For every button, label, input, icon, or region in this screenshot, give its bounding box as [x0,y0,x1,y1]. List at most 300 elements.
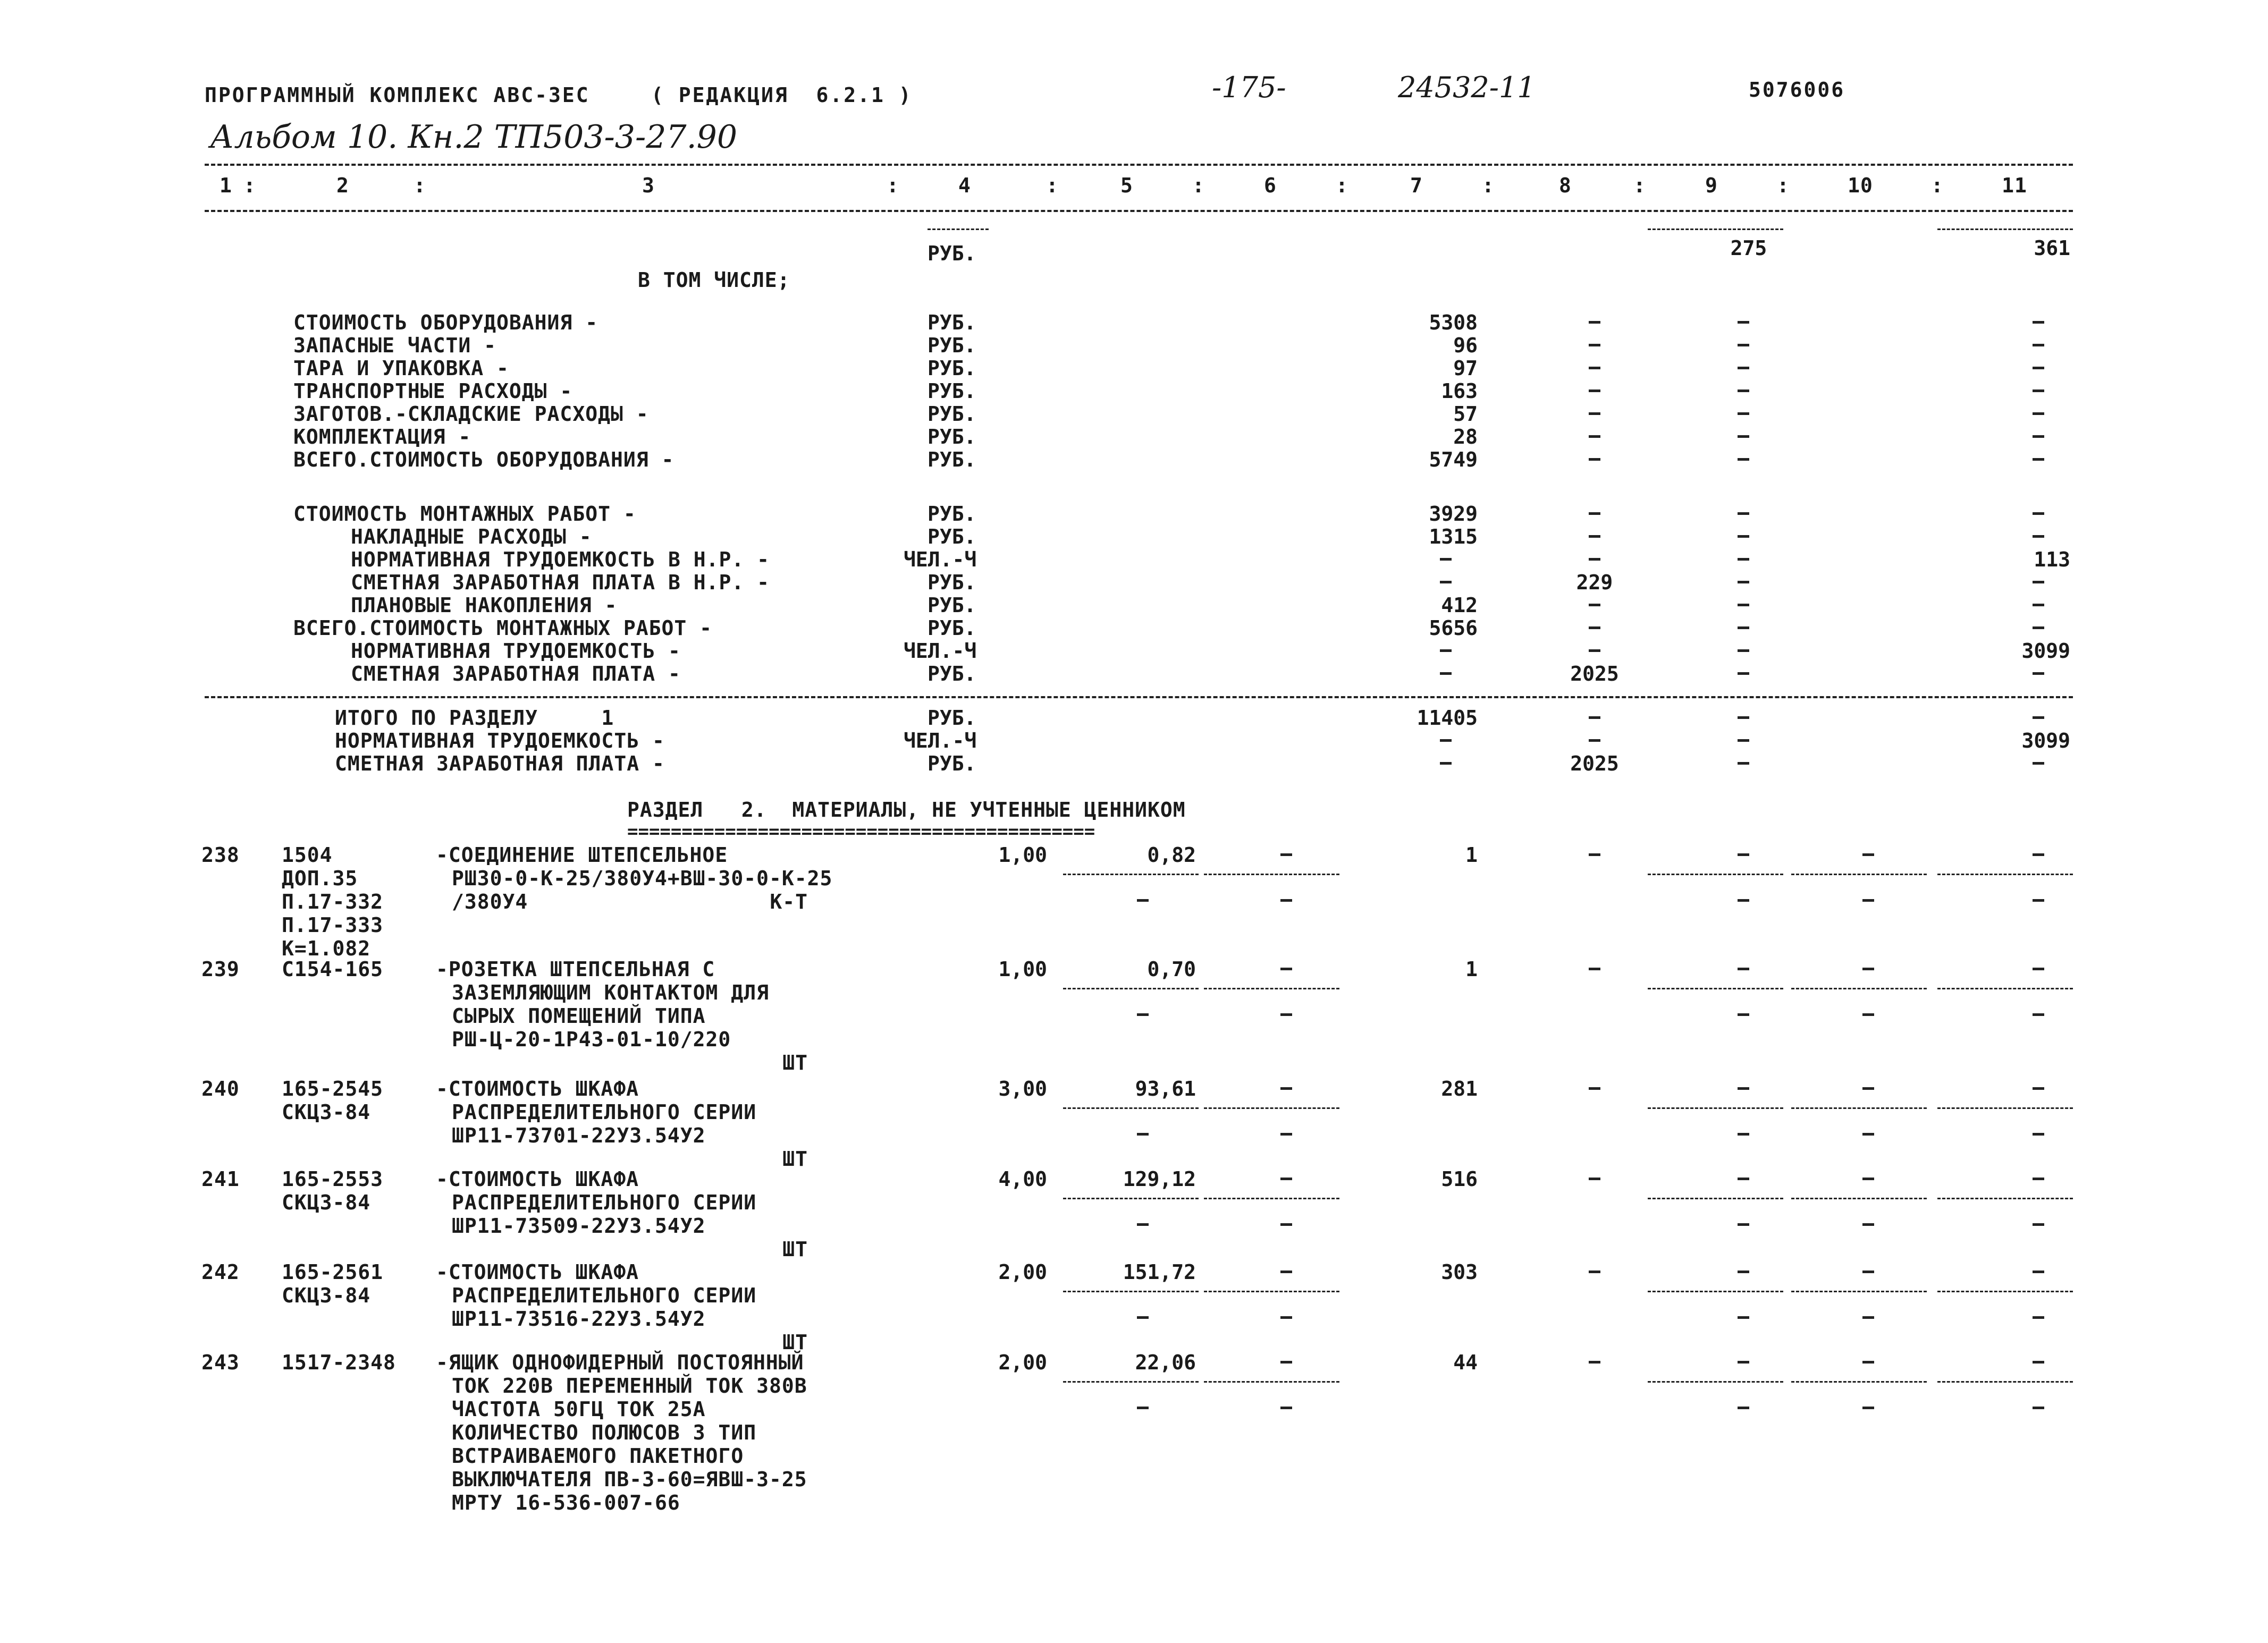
column-header-5: 5 [1120,174,1133,197]
item-c8-dash [1589,1271,1600,1273]
item-quantity: 2,00 [998,1260,1047,1284]
montage-c8-dash [1589,512,1600,515]
montage-c8-dash [1589,604,1600,606]
item-quantity: 3,00 [998,1077,1047,1100]
item-rule-c11 [1937,874,2073,875]
item-number: 242 [201,1260,240,1284]
item-description: -СТОИМОСТЬ ШКАФА [436,1260,639,1284]
item-c9-dash [1738,1178,1749,1180]
item-sub-c11-dash [2033,1223,2044,1226]
item-c8-dash [1589,853,1600,856]
montage-c9-dash [1738,535,1749,538]
montage-label: НОРМАТИВНАЯ ТРУДОЕМКОСТЬ - [351,639,681,663]
montage-label: СТОИМОСТЬ МОНТАЖНЫХ РАБОТ - [293,502,636,526]
item-number: 239 [201,958,240,981]
montage-label: СМЕТНАЯ ЗАРАБОТНАЯ ПЛАТА - [351,662,681,685]
montage-c8: 2025 [1570,662,1619,685]
item-rule-c5 [1063,1381,1199,1383]
item-sub-c9-dash [1738,899,1749,902]
equipment-c9-dash [1738,412,1749,415]
montage-c9-dash [1738,558,1749,561]
including-label: В ТОМ ЧИСЛЕ; [638,268,790,292]
item-price: 129,12 [1123,1167,1196,1191]
item-c9-dash [1738,1361,1749,1363]
item-code: СКЦЗ-84 [282,1191,371,1214]
equipment-label: ВСЕГО.СТОИМОСТЬ ОБОРУДОВАНИЯ - [293,448,675,471]
item-rule-c6 [1204,874,1339,875]
column-header-3: 3 [642,174,655,197]
item-sub-c10-dash [1862,1133,1874,1136]
montage-c8: 229 [1576,571,1613,594]
item-code: СКЦЗ-84 [282,1100,371,1124]
section-total-rule [205,696,2073,698]
equipment-label: ЗАПАСНЫЕ ЧАСТИ - [293,334,497,357]
equipment-c7: 28 [1453,425,1478,448]
item-code: ДОП.35 [282,867,358,890]
item-sub-c10-dash [1862,899,1874,902]
montage-c7-dash [1440,558,1452,561]
item-sub-c9-dash [1738,1133,1749,1136]
section-total-c11-dash [2033,762,2044,765]
item-rule-c9 [1648,1291,1783,1292]
montage-c7: 3929 [1429,502,1478,526]
equipment-c7: 57 [1453,402,1478,426]
equipment-c11-dash [2033,389,2044,392]
document-code: 5076006 [1749,78,1845,101]
equipment-label: КОМПЛЕКТАЦИЯ - [293,425,471,448]
section-total-c7-dash [1440,739,1452,742]
item-description: -РОЗЕТКА ШТЕПСЕЛЬНАЯ С [436,958,715,981]
item-unit: ШТ [782,1238,808,1261]
equipment-c11-dash [2033,367,2044,369]
item-c11-dash [2033,968,2044,970]
item-c8-dash [1589,1361,1600,1363]
item-c11-dash [2033,1361,2044,1363]
equipment-c8-dash [1589,435,1600,438]
item-sub-c11-dash [2033,1013,2044,1016]
page-number: -175- [1212,71,1286,104]
item-code: 165-2553 [282,1167,384,1191]
item-sub-c5-dash [1137,1316,1149,1319]
item-quantity: 1,00 [998,843,1047,867]
item-c11-dash [2033,1178,2044,1180]
item-c6-dash [1280,1271,1292,1273]
equipment-unit: РУБ. [928,448,976,471]
item-rule-c5 [1063,988,1199,989]
item-c11-dash [2033,1087,2044,1090]
section-total-unit: РУБ. [928,752,976,775]
item-rule-c6 [1204,988,1339,989]
item-description: РШ-Ц-20-1Р43-01-10/220 [452,1028,731,1051]
item-total: 281 [1441,1077,1478,1100]
column-header-9: 9 [1705,174,1718,197]
item-c6-dash [1280,1361,1292,1363]
column-separator: : [1482,174,1495,197]
section-total-c8-dash [1589,716,1600,719]
item-description: РАСПРЕДЕЛИТЕЛЬНОГО СЕРИИ [452,1191,757,1214]
equipment-c7: 97 [1453,357,1478,380]
item-number: 240 [201,1077,240,1100]
montage-unit: РУБ. [928,502,976,526]
item-rule-c9 [1648,988,1783,989]
column-separator: : [1777,174,1790,197]
montage-unit: РУБ. [928,662,976,685]
item-code: С154-165 [282,958,384,981]
item-c6-dash [1280,853,1292,856]
equipment-c8-dash [1589,344,1600,346]
montage-c11-dash [2033,626,2044,629]
section-total-c7: 11405 [1417,706,1478,730]
item-sub-c6-dash [1280,1013,1292,1016]
item-rule-c11 [1937,1381,2073,1383]
item-description: СЫРЫХ ПОМЕЩЕНИЙ ТИПА [452,1004,706,1028]
item-c6-dash [1280,1178,1292,1180]
item-rule-c10 [1791,1107,1927,1109]
montage-c11-dash [2033,512,2044,515]
item-description: ВЫКЛЮЧАТЕЛЯ ПВ-3-60=ЯВШ-3-25 [452,1468,807,1491]
item-rule-c5 [1063,874,1199,875]
item-description: -СТОИМОСТЬ ШКАФА [436,1167,639,1191]
section-total-c9-dash [1738,716,1749,719]
section-total-c8-dash [1589,739,1600,742]
item-sub-c10-dash [1862,1013,1874,1016]
montage-c9-dash [1738,581,1749,583]
item-c9-dash [1738,1271,1749,1273]
item-sub-c10-dash [1862,1316,1874,1319]
item-sub-c11-dash [2033,899,2044,902]
montage-unit: ЧЕЛ.-Ч [904,639,977,663]
item-c6-dash [1280,968,1292,970]
montage-c9-dash [1738,672,1749,675]
item-sub-c5-dash [1137,899,1149,902]
section-total-label: НОРМАТИВНАЯ ТРУДОЕМКОСТЬ - [335,729,665,752]
equipment-c8-dash [1589,458,1600,461]
montage-unit: РУБ. [928,594,976,617]
item-description: ШР11-73509-22У3.54У2 [452,1214,706,1238]
equipment-c7: 5749 [1429,448,1478,471]
item-unit: ШТ [782,1051,808,1074]
item-rule-c9 [1648,874,1783,875]
item-c10-dash [1862,1178,1874,1180]
equipment-unit: РУБ. [928,402,976,426]
item-rule-c11 [1937,1198,2073,1199]
item-c9-dash [1738,1087,1749,1090]
montage-c11-dash [2033,535,2044,538]
section-total-c11-dash [2033,716,2044,719]
equipment-c9-dash [1738,458,1749,461]
item-sub-c6-dash [1280,1133,1292,1136]
item-description: -СТОИМОСТЬ ШКАФА [436,1077,639,1100]
item-rule-c5 [1063,1107,1199,1109]
item-sub-c11-dash [2033,1133,2044,1136]
equipment-unit: РУБ. [928,379,976,403]
program-name: ПРОГРАММНЫЙ КОМПЛЕКС АВС-ЗЕС [205,83,590,107]
montage-c11-dash [2033,581,2044,583]
item-code: К=1.082 [282,937,371,960]
item-sub-c6-dash [1280,1407,1292,1409]
item-c9-dash [1738,853,1749,856]
item-rule-c11 [1937,1291,2073,1292]
item-unit: ШТ [782,1331,808,1354]
item-sub-c6-dash [1280,899,1292,902]
column-header-4: 4 [958,174,971,197]
item-total: 1 [1465,958,1478,981]
equipment-c8-dash [1589,321,1600,324]
item-rule-c10 [1791,874,1927,875]
item-description: КОЛИЧЕСТВО ПОЛЮСОВ 3 ТИП [452,1421,757,1444]
item-code: 1517-2348 [282,1351,396,1374]
section-total-c11: 3099 [2021,729,2070,752]
item-price: 0,70 [1147,958,1196,981]
item-price: 93,61 [1135,1077,1196,1100]
equipment-label: ЗАГОТОВ.-СКЛАДСКИЕ РАСХОДЫ - [293,402,649,426]
item-rule-c6 [1204,1107,1339,1109]
item-description: ВСТРАИВАЕМОГО ПАКЕТНОГО [452,1444,744,1468]
equipment-unit: РУБ. [928,357,976,380]
montage-c7: 1315 [1429,525,1478,548]
item-c10-dash [1862,1087,1874,1090]
montage-c9-dash [1738,649,1749,652]
item-c11-dash [2033,853,2044,856]
item-description: РАСПРЕДЕЛИТЕЛЬНОГО СЕРИИ [452,1284,757,1307]
total-c9: 275 [1730,236,1767,260]
item-price: 0,82 [1147,843,1196,867]
section-total-c9-dash [1738,739,1749,742]
montage-unit: ЧЕЛ.-Ч [904,548,977,571]
item-rule-c6 [1204,1198,1339,1199]
item-c6-dash [1280,1087,1292,1090]
item-number: 243 [201,1351,240,1374]
item-c10-dash [1862,853,1874,856]
item-code: П.17-333 [282,913,384,937]
item-sub-c10-dash [1862,1223,1874,1226]
equipment-c8-dash [1589,389,1600,392]
item-sub-c9-dash [1738,1223,1749,1226]
column-separator: : [1336,174,1348,197]
equipment-unit: РУБ. [928,425,976,448]
equipment-c11-dash [2033,435,2044,438]
equipment-unit: РУБ. [928,334,976,357]
item-unit: ШТ [782,1147,808,1171]
column-header-7: 7 [1410,174,1423,197]
item-price: 151,72 [1123,1260,1196,1284]
item-total: 1 [1465,843,1478,867]
equipment-c11-dash [2033,412,2044,415]
item-description: ТОК 220В ПЕРЕМЕННЫЙ ТОК 380В [452,1374,807,1398]
total-rule-c11 [1937,228,2073,230]
montage-c7-dash [1440,649,1452,652]
montage-unit: РУБ. [928,525,976,548]
equipment-label: СТОИМОСТЬ ОБОРУДОВАНИЯ - [293,311,598,334]
item-rule-c10 [1791,1381,1927,1383]
item-quantity: 1,00 [998,958,1047,981]
item-c9-dash [1738,968,1749,970]
item-description: ЗАЗЕМЛЯЮЩИМ КОНТАКТОМ ДЛЯ [452,981,769,1004]
column-header-6: 6 [1264,174,1277,197]
column-header-8: 8 [1559,174,1572,197]
montage-label: НОРМАТИВНАЯ ТРУДОЕМКОСТЬ В Н.Р. - [351,548,770,571]
equipment-label: ТАРА И УПАКОВКА - [293,357,509,380]
item-total: 303 [1441,1260,1478,1284]
item-sub-c9-dash [1738,1316,1749,1319]
column-separator: : [1192,174,1205,197]
section-total-label: СМЕТНАЯ ЗАРАБОТНАЯ ПЛАТА - [335,752,665,775]
equipment-c11-dash [2033,458,2044,461]
equipment-label: ТРАНСПОРТНЫЕ РАСХОДЫ - [293,379,573,403]
section-total-label: ИТОГО ПО РАЗДЕЛУ 1 [335,706,614,730]
montage-c11-dash [2033,604,2044,606]
equipment-c9-dash [1738,321,1749,324]
total-rule-unit [928,228,989,230]
montage-unit: РУБ. [928,616,976,640]
montage-c8-dash [1589,535,1600,538]
montage-c7-dash [1440,672,1452,675]
item-unit: К-Т [770,890,808,913]
montage-c9-dash [1738,512,1749,515]
item-description: ЧАСТОТА 50ГЦ ТОК 25А [452,1398,706,1421]
column-separator: : [1931,174,1944,197]
item-rule-c10 [1791,988,1927,989]
total-c11: 361 [2034,236,2070,260]
item-c10-dash [1862,968,1874,970]
section-total-c7-dash [1440,762,1452,765]
equipment-c7: 163 [1441,379,1478,403]
column-separator: : [1633,174,1646,197]
montage-c7: 5656 [1429,616,1478,640]
edition-label: ( РЕДАКЦИЯ 6.2.1 ) [651,83,913,107]
item-code: 165-2545 [282,1077,384,1100]
section-total-c8: 2025 [1570,752,1619,775]
item-sub-c9-dash [1738,1407,1749,1409]
item-code: 1504 [282,843,333,867]
item-code: СКЦЗ-84 [282,1284,371,1307]
item-rule-c5 [1063,1291,1199,1292]
item-number: 241 [201,1167,240,1191]
item-c8-dash [1589,1087,1600,1090]
item-c11-dash [2033,1271,2044,1273]
item-price: 22,06 [1135,1351,1196,1374]
item-code: 165-2561 [282,1260,384,1284]
montage-c8-dash [1589,626,1600,629]
item-rule-c11 [1937,1107,2073,1109]
column-header-11: 11 [2002,174,2027,197]
equipment-c7: 5308 [1429,311,1478,334]
album-label: Альбом 10. Кн.2 ТП503-3-27.90 [210,118,737,156]
montage-c8-dash [1589,558,1600,561]
montage-label: НАКЛАДНЫЕ РАСХОДЫ - [351,525,592,548]
equipment-c9-dash [1738,344,1749,346]
item-c10-dash [1862,1271,1874,1273]
item-code: П.17-332 [282,890,384,913]
section-total-c9-dash [1738,762,1749,765]
montage-c11: 3099 [2021,639,2070,663]
montage-c7-dash [1440,581,1452,583]
column-header-10: 10 [1848,174,1873,197]
item-description: -СОЕДИНЕНИЕ ШТЕПСЕЛЬНОЕ [436,843,728,867]
item-rule-c9 [1648,1198,1783,1199]
montage-label: ВСЕГО.СТОИМОСТЬ МОНТАЖНЫХ РАБОТ - [293,616,712,640]
item-c10-dash [1862,1361,1874,1363]
montage-label: ПЛАНОВЫЕ НАКОПЛЕНИЯ - [351,594,618,617]
item-sub-c5-dash [1137,1407,1149,1409]
item-rule-c5 [1063,1198,1199,1199]
montage-c11-dash [2033,672,2044,675]
equipment-c11-dash [2033,321,2044,324]
item-rule-c10 [1791,1198,1927,1199]
equipment-c9-dash [1738,435,1749,438]
item-rule-c9 [1648,1107,1783,1109]
section-total-unit: ЧЕЛ.-Ч [904,729,977,752]
item-sub-c6-dash [1280,1316,1292,1319]
item-rule-c9 [1648,1381,1783,1383]
item-description: РШ30-0-К-25/380У4+ВШ-30-0-К-25 [452,867,833,890]
column-separator: : [243,174,256,197]
item-sub-c5-dash [1137,1133,1149,1136]
equipment-c9-dash [1738,389,1749,392]
column-separator: : [414,174,426,197]
item-description: -ЯЩИК ОДНОФИДЕРНЫЙ ПОСТОЯННЫЙ [436,1351,804,1374]
item-sub-c11-dash [2033,1407,2044,1409]
item-quantity: 2,00 [998,1351,1047,1374]
total-rule-c9 [1648,228,1783,230]
item-c8-dash [1589,1178,1600,1180]
item-rule-c10 [1791,1291,1927,1292]
item-c8-dash [1589,968,1600,970]
equipment-c11-dash [2033,344,2044,346]
item-sub-c10-dash [1862,1407,1874,1409]
montage-c7: 412 [1441,594,1478,617]
item-sub-c9-dash [1738,1013,1749,1016]
item-description: РАСПРЕДЕЛИТЕЛЬНОГО СЕРИИ [452,1100,757,1124]
equipment-c8-dash [1589,367,1600,369]
header-rule-bottom [205,210,2073,212]
item-sub-c6-dash [1280,1223,1292,1226]
project-code: 24532-11 [1398,71,1536,104]
equipment-c8-dash [1589,412,1600,415]
column-header-1: 1 [220,174,232,197]
total-unit: РУБ. [928,242,976,265]
column-separator: : [887,174,899,197]
montage-label: СМЕТНАЯ ЗАРАБОТНАЯ ПЛАТА В Н.Р. - [351,571,770,594]
column-separator: : [1046,174,1059,197]
item-description: МРТУ 16-536-007-66 [452,1491,680,1514]
section-total-unit: РУБ. [928,706,976,730]
header-rule-top [205,164,2073,166]
montage-c9-dash [1738,604,1749,606]
item-rule-c11 [1937,988,2073,989]
item-total: 44 [1453,1351,1478,1374]
item-description: ШР11-73516-22У3.54У2 [452,1307,706,1331]
section2-title: РАЗДЕЛ 2. МАТЕРИАЛЫ, НЕ УЧТЕННЫЕ ЦЕННИКОМ [627,798,1186,822]
item-rule-c6 [1204,1291,1339,1292]
item-number: 238 [201,843,240,867]
item-sub-c5-dash [1137,1013,1149,1016]
column-header-2: 2 [336,174,349,197]
equipment-c9-dash [1738,367,1749,369]
item-sub-c5-dash [1137,1223,1149,1226]
item-quantity: 4,00 [998,1167,1047,1191]
equipment-c7: 96 [1453,334,1478,357]
item-rule-c6 [1204,1381,1339,1383]
montage-c9-dash [1738,626,1749,629]
item-description: ШР11-73701-22У3.54У2 [452,1124,706,1147]
item-sub-c11-dash [2033,1316,2044,1319]
equipment-unit: РУБ. [928,311,976,334]
item-total: 516 [1441,1167,1478,1191]
montage-unit: РУБ. [928,571,976,594]
montage-c8-dash [1589,649,1600,652]
item-description: /380У4 [452,890,528,913]
